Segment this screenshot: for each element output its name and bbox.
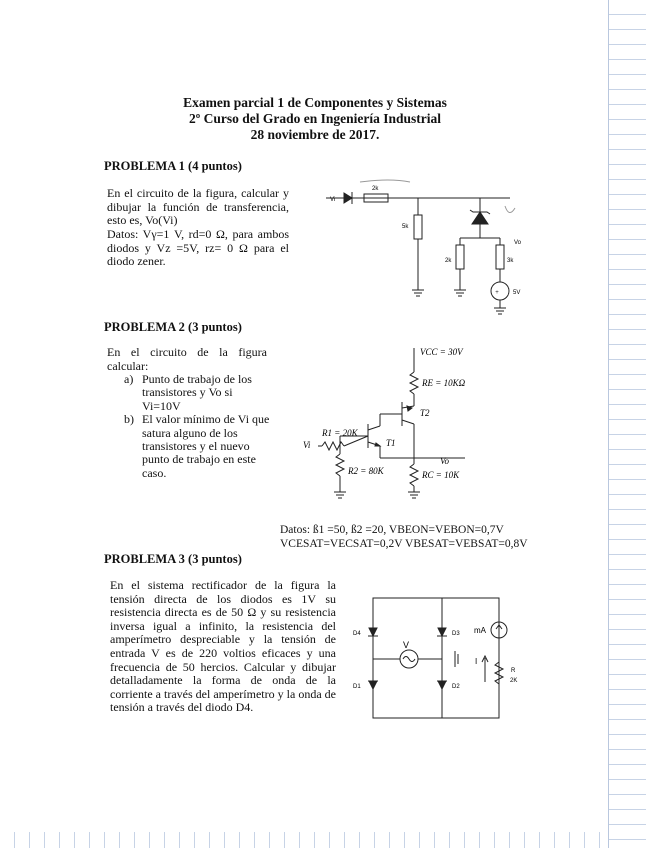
p1-source-label: 5V bbox=[513, 290, 521, 296]
question-b-label: b) bbox=[124, 412, 134, 427]
problem-2-circuit bbox=[300, 342, 510, 507]
problem-2-questions bbox=[120, 373, 270, 480]
exam-date: 28 noviembre de 2017. bbox=[250, 127, 380, 142]
question-a-text: Punto de trabajo de los transistores y Vo si Vi=10V bbox=[142, 372, 252, 413]
p2-t2-label: T2 bbox=[420, 408, 430, 418]
problem-2-intro: En el circuito de la figura calcular: bbox=[107, 345, 267, 373]
p1-vo-label: Vo bbox=[514, 240, 522, 246]
course-title: 2º Curso del Grado en Ingeniería Industrial bbox=[189, 111, 441, 126]
problem-1-data: Datos: Vγ=1 V, rd=0 Ω, para ambos diodos y Vz =5V, rz= 0 Ω para el diodo zener. bbox=[107, 227, 289, 269]
p3-d3-label: D3 bbox=[452, 631, 460, 637]
question-a bbox=[120, 373, 270, 413]
exam-title: Examen parcial 1 de Componentes y Sistemas bbox=[183, 95, 447, 110]
p2-rc-label: RC = 10K bbox=[422, 470, 460, 480]
p1-r1-label: 2k bbox=[372, 186, 379, 192]
p2-t1-label: T1 bbox=[386, 438, 396, 448]
p2-re-label: RE = 10KΩ bbox=[422, 378, 466, 388]
p2-vi-label: Vi bbox=[303, 440, 311, 450]
svg-text:+: + bbox=[495, 290, 499, 296]
problem-1-heading: PROBLEMA 1 (4 puntos) bbox=[104, 159, 242, 173]
notebook-grid-margin bbox=[608, 0, 646, 848]
problem-1-statement: En el circuito de la figura, calcular y dibujar la función de transferencia, esto es, Vo(Vi) bbox=[107, 186, 289, 228]
p2-r1-label: R1 = 20K bbox=[322, 428, 358, 438]
notebook-grid-bottom bbox=[0, 832, 608, 848]
p2-vcc-label: VCC = 30V bbox=[420, 347, 463, 357]
p3-source-label: V bbox=[403, 640, 410, 650]
p2-r2-label: R2 = 80K bbox=[348, 466, 384, 476]
question-b bbox=[120, 413, 270, 480]
p3-ammeter-label: mA bbox=[474, 626, 486, 635]
p3-d2-label: D2 bbox=[452, 684, 460, 690]
p1-vi-label: Vi bbox=[330, 197, 336, 203]
problem-3-statement: En el sistema rectificador de la figura la tensión directa de los diodos es 1V su resistencia directa es de 50 Ω y su resistencia inversa igual a infinito, la resistencia del amperímetro despreciable y la tensión de entrada V es de 220 voltios eficaces y una frecuencia de 50 hercios. Calcular y dibujar detalladamente la forma de onda de la corriente a través del amperímetro y la onda de tensión a través del diodo D4. bbox=[110, 578, 336, 715]
question-b-text: El valor mínimo de Vi que satura alguno de los transistores y el nuevo punto de trabajo en este caso. bbox=[142, 412, 270, 480]
p3-d1-label: D1 bbox=[353, 684, 361, 690]
problem-3-circuit bbox=[345, 592, 545, 727]
p1-r4-label: 3k bbox=[507, 258, 514, 264]
p3-resistor-label: R bbox=[511, 668, 516, 674]
p3-current-label: I bbox=[475, 657, 478, 666]
p1-r3-label: 2k bbox=[445, 258, 452, 264]
problem-1-circuit bbox=[300, 170, 530, 320]
problem-2-data-line-2: VCESAT=VECSAT=0,2V VBESAT=VEBSAT=0,8V bbox=[280, 538, 528, 550]
p2-vo-label: Vo bbox=[440, 456, 449, 466]
problem-2-data-line-1: Datos: ß1 =50, ß2 =20, VBEON=VEBON=0,7V bbox=[280, 524, 504, 536]
p3-resistor-value: 2K bbox=[510, 678, 518, 684]
problem-2-heading: PROBLEMA 2 (3 puntos) bbox=[104, 320, 242, 334]
question-a-label: a) bbox=[124, 372, 134, 386]
problem-3-heading: PROBLEMA 3 (3 puntos) bbox=[104, 552, 242, 566]
p1-r2-label: 5k bbox=[402, 224, 409, 230]
p3-d4-label: D4 bbox=[353, 631, 361, 637]
